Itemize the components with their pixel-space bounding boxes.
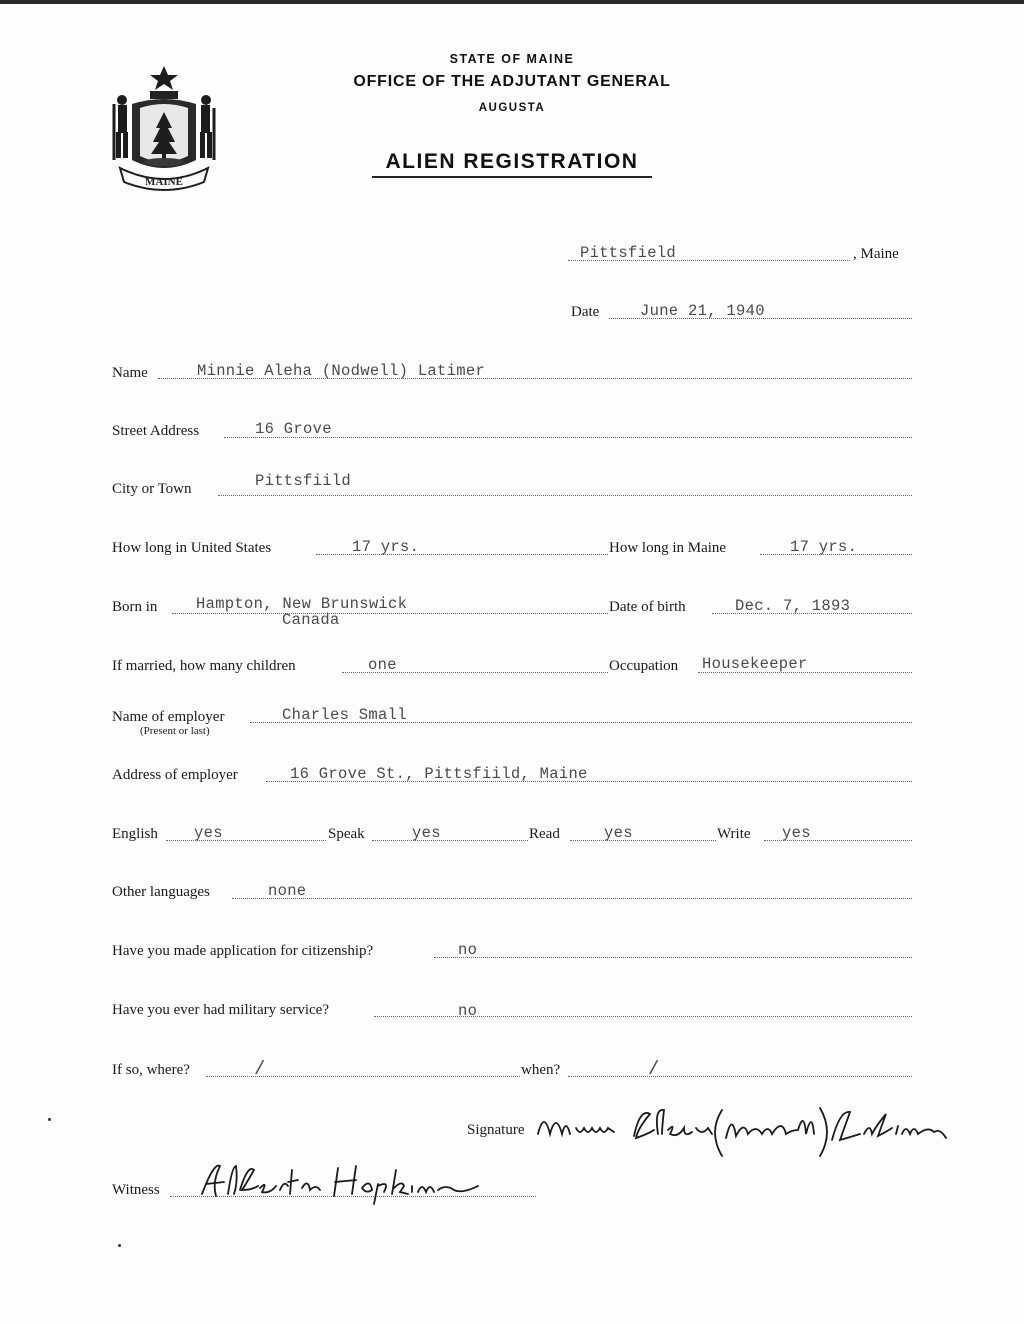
city-heading: AUGUSTA xyxy=(478,102,546,114)
city-line xyxy=(218,495,912,496)
born-label: Born in xyxy=(112,599,158,615)
form-title: ALIEN REGISTRATION xyxy=(385,150,639,173)
city-label: City or Town xyxy=(112,481,192,497)
employer-value: Charles Small xyxy=(282,706,407,724)
other-languages-label: Other languages xyxy=(112,884,210,900)
town-value: Pittsfield xyxy=(580,244,677,262)
write-value: yes xyxy=(782,824,811,842)
dob-value: Dec. 7, 1893 xyxy=(735,597,851,615)
english-value: yes xyxy=(194,824,223,842)
street-value: 16 Grove xyxy=(255,420,332,438)
children-label: If married, how many children xyxy=(112,658,296,674)
when-line xyxy=(568,1076,912,1077)
signature-label: Signature xyxy=(467,1122,525,1138)
maine-duration-value: 17 yrs. xyxy=(790,538,858,556)
born-value-country: Canada xyxy=(282,611,340,629)
when-label: when? xyxy=(521,1062,561,1078)
employer-label: Name of employer xyxy=(112,709,225,725)
us-duration-value: 17 yrs. xyxy=(352,538,420,556)
city-value: Pittsfiild xyxy=(255,472,352,490)
maine-duration-label: How long in Maine xyxy=(609,540,727,556)
citizenship-value: no xyxy=(458,941,478,959)
read-label: Read xyxy=(529,826,560,842)
employer-sublabel: (Present or last) xyxy=(140,725,210,737)
english-line xyxy=(166,840,326,841)
read-value: yes xyxy=(604,824,633,842)
other-languages-line xyxy=(232,898,912,899)
name-value: Minnie Aleha (Nodwell) Latimer xyxy=(197,362,486,380)
write-label: Write xyxy=(717,826,751,842)
witness-handwriting xyxy=(198,1160,488,1206)
town-suffix: , Maine xyxy=(853,246,899,262)
signature-handwriting xyxy=(536,1104,948,1160)
svg-text:MAINE: MAINE xyxy=(145,176,183,188)
english-label: English xyxy=(112,826,158,842)
speak-line xyxy=(372,840,528,841)
citizenship-line xyxy=(434,957,912,958)
born-value: Hampton, New Brunswick xyxy=(196,595,408,613)
occupation-value: Housekeeper xyxy=(702,655,808,673)
name-label: Name xyxy=(112,365,148,381)
date-value: June 21, 1940 xyxy=(640,302,765,320)
military-line xyxy=(374,1016,912,1017)
office-heading: OFFICE OF THE ADJUTANT GENERAL xyxy=(353,73,671,90)
employer-address-value: 16 Grove St., Pittsfiild, Maine xyxy=(290,765,588,783)
title-underline xyxy=(372,176,652,178)
where-label: If so, where? xyxy=(112,1062,190,1078)
street-label: Street Address xyxy=(112,423,200,439)
scan-speck xyxy=(48,1118,51,1121)
where-value: / xyxy=(254,1058,266,1080)
scan-speck xyxy=(118,1244,121,1247)
dob-label: Date of birth xyxy=(609,599,686,615)
state-heading: STATE OF MAINE xyxy=(449,52,575,66)
speak-value: yes xyxy=(412,824,441,842)
other-languages-value: none xyxy=(268,882,307,900)
military-label: Have you ever had military service? xyxy=(112,1002,329,1018)
read-line xyxy=(570,840,716,841)
witness-label: Witness xyxy=(112,1182,160,1198)
occupation-label: Occupation xyxy=(609,658,679,674)
citizenship-label: Have you made application for citizenship? xyxy=(112,943,374,959)
us-duration-label: How long in United States xyxy=(112,540,272,556)
born-line xyxy=(172,613,608,614)
when-value: / xyxy=(648,1058,660,1080)
employer-address-label: Address of employer xyxy=(112,767,238,783)
speak-label: Speak xyxy=(328,826,365,842)
military-value: no xyxy=(458,1002,478,1020)
children-value: one xyxy=(368,656,397,674)
date-label: Date xyxy=(571,304,600,320)
